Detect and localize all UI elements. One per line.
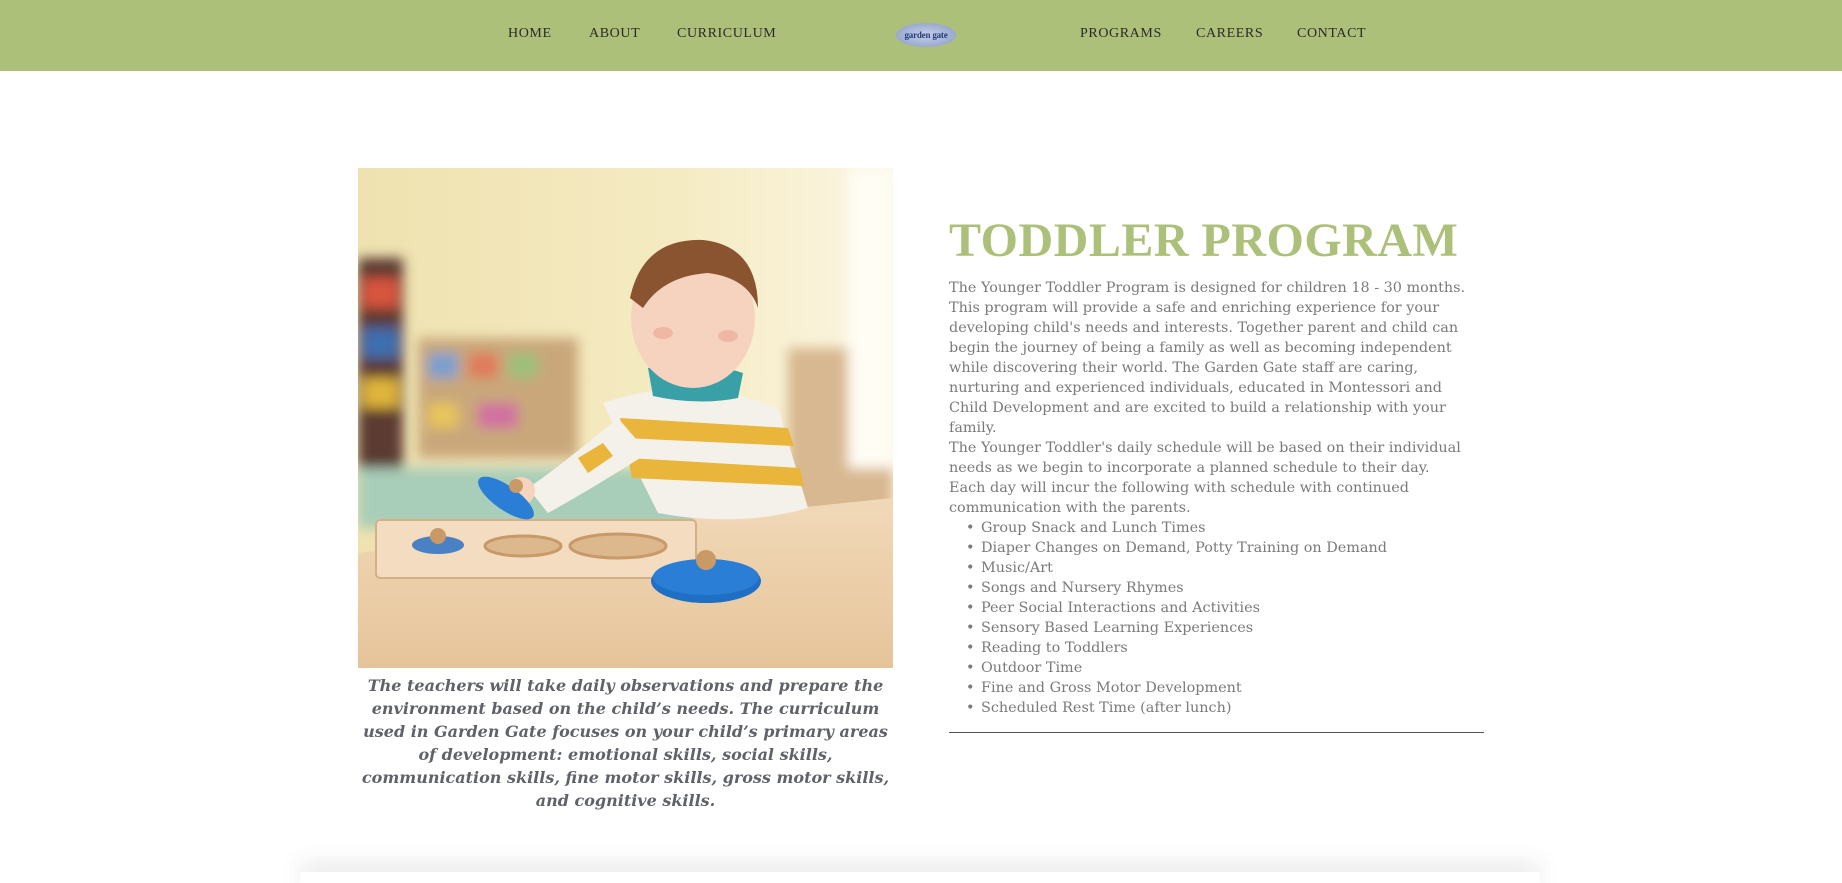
- list-item: • Diaper Changes on Demand, Potty Training on Demand: [949, 538, 1469, 558]
- list-item: • Group Snack and Lunch Times: [949, 518, 1469, 538]
- section-divider: [949, 732, 1484, 733]
- nav-programs[interactable]: PROGRAMS: [1080, 26, 1162, 41]
- schedule-list: [949, 518, 1469, 718]
- nav-home[interactable]: HOME: [508, 26, 552, 41]
- program-intro: The Younger Toddler Program is designed for children 18 - 30 months. This program will provide a safe and enriching experience for your developing child's needs and interests. Together parent and child can begin the journey of being a family as well as becoming independent while discovering their world. The Garden Gate staff are caring, nurturing and experienced individuals, educated in Montessori and Child Development and are excited to build a relationship with your family.: [949, 280, 1466, 436]
- nav-careers[interactable]: CAREERS: [1196, 26, 1264, 41]
- toddler-photo-illustration: [358, 168, 893, 668]
- site-header: [0, 0, 1842, 71]
- page-title: TODDLER PROGRAM: [949, 214, 1459, 267]
- list-item: • Scheduled Rest Time (after lunch): [949, 698, 1469, 718]
- nav-contact[interactable]: CONTACT: [1297, 26, 1367, 41]
- list-item: • Songs and Nursery Rhymes: [949, 578, 1469, 598]
- photo-caption: The teachers will take daily observations and prepare the environment based on the child’s needs. The curriculum used in Garden Gate focuses on your child’s primary areas of development: emotional skills, social skills, communication skills, fine motor skills, gross motor skills, and cognitive skills.: [361, 676, 890, 810]
- list-item: • Peer Social Interactions and Activities: [949, 598, 1469, 618]
- list-item: • Music/Art: [949, 558, 1469, 578]
- nav-curriculum[interactable]: CURRICULUM: [677, 26, 777, 41]
- nav-about[interactable]: ABOUT: [589, 26, 641, 41]
- program-description: [949, 278, 1469, 718]
- logo-text: garden gate: [904, 30, 948, 40]
- garden-gate-logo[interactable]: [896, 23, 956, 47]
- list-item: • Reading to Toddlers: [949, 638, 1469, 658]
- list-item: • Fine and Gross Motor Development: [949, 678, 1469, 698]
- list-item: • Outdoor Time: [949, 658, 1469, 678]
- list-item: • Sensory Based Learning Experiences: [949, 618, 1469, 638]
- next-section-edge: [300, 872, 1540, 883]
- schedule-intro: The Younger Toddler's daily schedule will be based on their individual needs as we begin to incorporate a planned schedule to their day. Each day will incur the following with schedule with continued communication with the parents.: [949, 440, 1461, 516]
- toddler-photo: [358, 168, 893, 668]
